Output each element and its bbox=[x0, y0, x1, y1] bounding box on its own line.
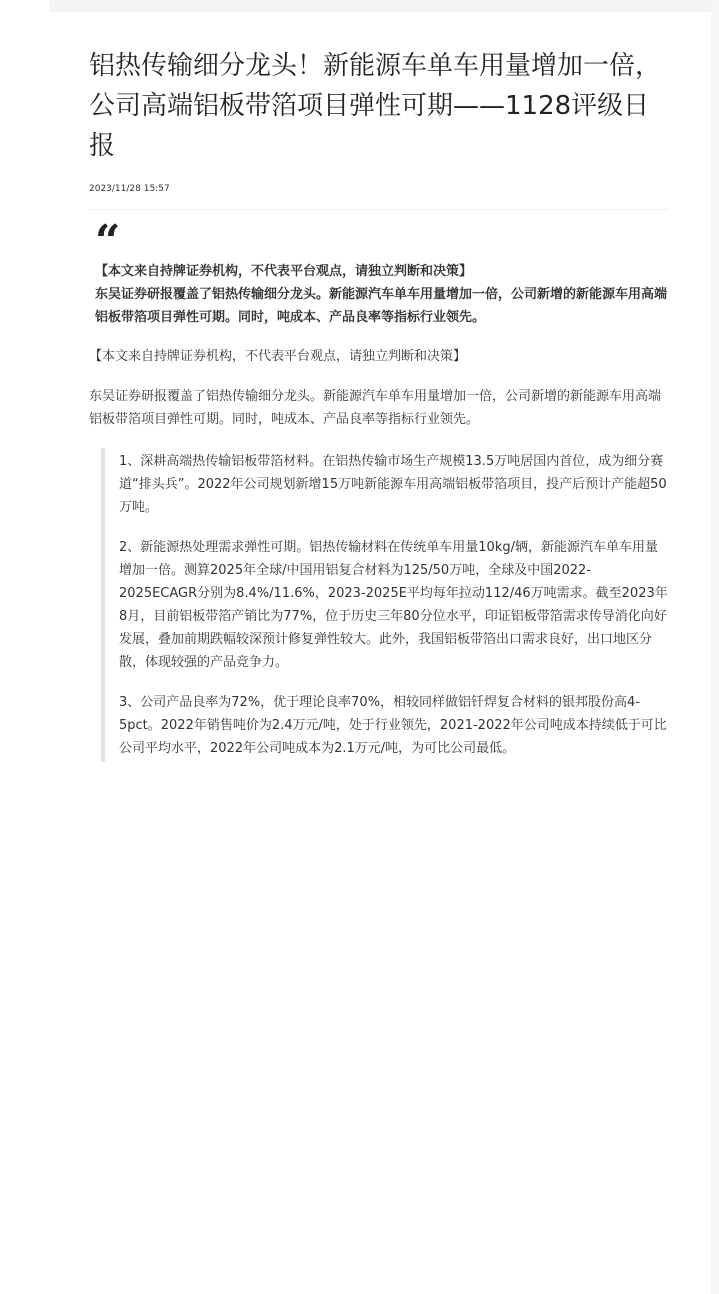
key-points-blockquote bbox=[101, 448, 669, 762]
article bbox=[89, 46, 669, 762]
scrollbar-track[interactable] bbox=[711, 0, 719, 1294]
divider bbox=[89, 209, 669, 210]
quote-icon: “ bbox=[95, 216, 115, 267]
publish-date: 2023/11/28 15:57 bbox=[89, 184, 170, 194]
key-point: 1、深耕高端热传输铝板带箔材料。在铝热传输市场生产规模13.5万吨居国内首位，成为细分赛道“排头兵”。2022年公司规划新增15万吨新能源车用高端铝板带箔项目，投产后预计产能超50万吨。 bbox=[119, 454, 667, 515]
summary-quote bbox=[89, 216, 669, 329]
key-point: 3、公司产品良率为72%，优于理论良率70%，相较同样做铝钎焊复合材料的银邦股份高4-5pct。2022年销售吨价为2.4万元/吨，处于行业领先，2021-2022年公司吨成本持续低于可比公司平均水平，2022年公司吨成本为2.1万元/吨，为可比公司最低。 bbox=[119, 695, 667, 756]
top-bar bbox=[49, 0, 711, 12]
key-point: 2、新能源热处理需求弹性可期。铝热传输材料在传统单车用量10kg/辆，新能源汽车单车用量增加一倍。测算2025年全球/中国用铝复合材料为125/50万吨，全球及中国2022-2025ECAGR分别为8.4%/11.6%，2023-2025E平均每年拉动112/46万吨需求。截至2023年8月，目前铝板带箔产销比为77%，位于历史三年80分位水平，印证铝板带箔需求传导消化向好发展，叠加前期跌幅较深预计修复弹性较大。此外，我国铝板带箔出口需求良好，出口地区分散，体现较强的产品竞争力。 bbox=[119, 540, 668, 670]
summary-disclaimer: 【本文来自持牌证券机构，不代表平台观点，请独立判断和决策】 bbox=[95, 264, 473, 279]
article-title: 铝热传输细分龙头！新能源车单车用量增加一倍，公司高端铝板带箔项目弹性可期——1128评级日报 bbox=[89, 51, 662, 161]
body-intro: 东吴证券研报覆盖了铝热传输细分龙头。新能源汽车单车用量增加一倍，公司新增的新能源车用高端铝板带箔项目弹性可期。同时，吨成本、产品良率等指标行业领先。 bbox=[89, 389, 662, 427]
summary-text: 东吴证券研报覆盖了铝热传输细分龙头。新能源汽车单车用量增加一倍，公司新增的新能源车用高端铝板带箔项目弹性可期。同时，吨成本、产品良率等指标行业领先。 bbox=[95, 287, 668, 325]
body-disclaimer: 【本文来自持牌证券机构，不代表平台观点，请独立判断和决策】 bbox=[89, 349, 467, 364]
